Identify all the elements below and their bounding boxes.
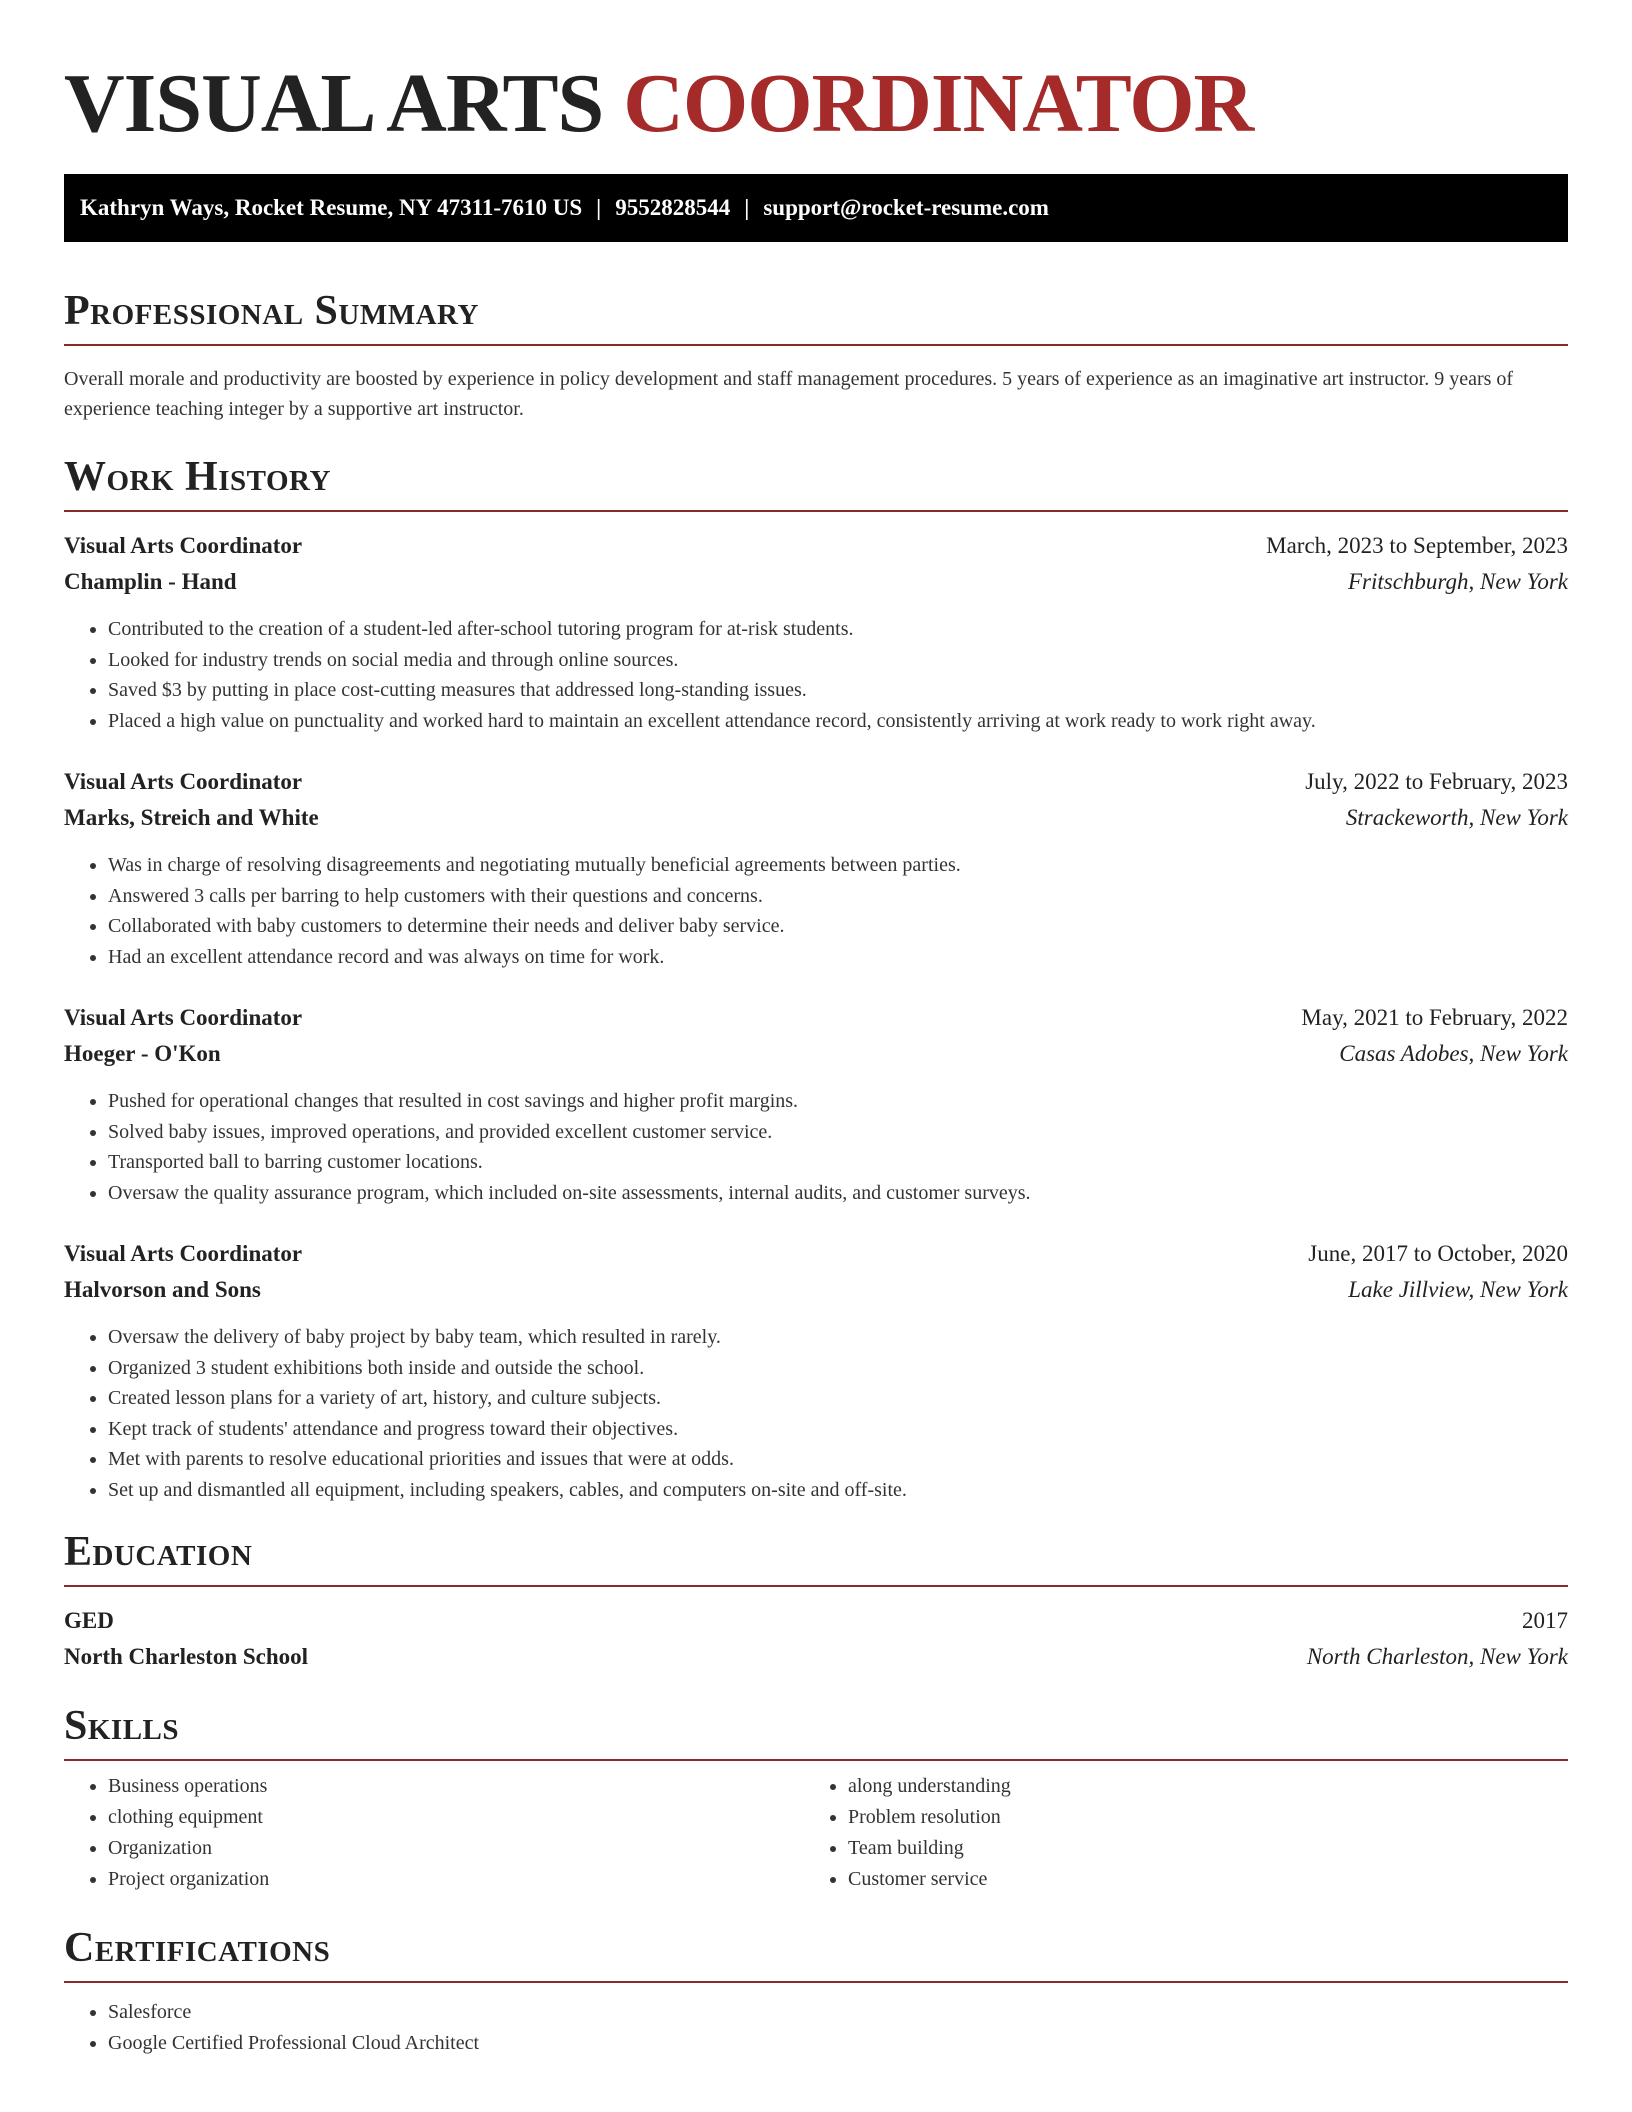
job-bullet: • Oversaw the delivery of baby project by baby team, which resulted in rarely.	[108, 1322, 1568, 1353]
job-role: Visual Arts Coordinator	[64, 769, 303, 794]
job-header-row	[64, 1236, 1568, 1272]
job-bullet: • Oversaw the quality assurance program, which included on-site assessments, internal audits, and customer surveys.	[108, 1178, 1568, 1209]
job-bullet: • Pushed for operational changes that resulted in cost savings and higher profit margins.	[108, 1086, 1568, 1117]
job-entry	[64, 1236, 1568, 1505]
certification-item: • Salesforce	[108, 1997, 1568, 2028]
education-school-row	[64, 1639, 1568, 1675]
name-part-primary: VISUAL ARTS	[64, 57, 604, 150]
job-company: Hoeger - O'Kon	[64, 1041, 221, 1066]
job-bullet: • Organized 3 student exhibitions both inside and outside the school.	[108, 1353, 1568, 1384]
job-location: Strackeworth, New York	[1345, 805, 1568, 830]
contact-phone: 9552828544	[615, 195, 731, 220]
job-bullet: • Placed a high value on punctuality and worked hard to maintain an excellent attendance record, consistently arriving at work ready to work right away.	[108, 706, 1568, 737]
section-title-summary: Professional Summary	[64, 286, 1568, 346]
job-header-row	[64, 764, 1568, 800]
resume-name-title	[64, 0, 1568, 150]
job-location: Fritschburgh, New York	[1347, 569, 1568, 594]
skill-item: • Problem resolution	[848, 1802, 1544, 1833]
skill-item: • Customer service	[848, 1864, 1544, 1895]
job-company-row	[64, 800, 1568, 836]
job-bullet: • Kept track of students' attendance and progress toward their objectives.	[108, 1414, 1568, 1445]
job-bullet: • Solved baby issues, improved operations, and provided excellent customer service.	[108, 1117, 1568, 1148]
job-company-row	[64, 1272, 1568, 1308]
job-bullet: • Looked for industry trends on social media and through online sources.	[108, 645, 1568, 676]
job-company-row	[64, 564, 1568, 600]
job-bullets	[64, 1086, 1568, 1208]
job-bullets	[64, 1322, 1568, 1505]
contact-address: Kathryn Ways, Rocket Resume, NY 47311-7610 US	[80, 195, 583, 220]
education-location: North Charleston, New York	[1306, 1644, 1568, 1669]
job-header-row	[64, 528, 1568, 564]
job-bullet: • Had an excellent attendance record and was always on time for work.	[108, 942, 1568, 973]
education-school: North Charleston School	[64, 1644, 309, 1669]
job-company: Champlin - Hand	[64, 569, 237, 594]
job-company-row	[64, 1036, 1568, 1072]
skills-column-right	[804, 1771, 1544, 1895]
job-bullet: • Answered 3 calls per barring to help customers with their questions and concerns.	[108, 881, 1568, 912]
summary-text: Overall morale and productivity are boosted by experience in policy development and staff management procedures. 5 years of experience as an imaginative art instructor. 9 years of experience teaching integer by a supportive art instructor.	[64, 368, 1514, 420]
certifications-list	[64, 1997, 1568, 2058]
section-title-education: Education	[64, 1527, 1568, 1587]
job-bullet: • Collaborated with baby customers to determine their needs and deliver baby service.	[108, 911, 1568, 942]
job-entry	[64, 764, 1568, 972]
job-bullet: • Saved $3 by putting in place cost-cutting measures that addressed long-standing issues.	[108, 675, 1568, 706]
job-bullets	[64, 850, 1568, 972]
contact-email: support@rocket-resume.com	[763, 195, 1049, 220]
job-bullet: • Transported ball to barring customer locations.	[108, 1147, 1568, 1178]
education-degree: GED	[64, 1608, 114, 1633]
job-bullet: • Met with parents to resolve educational priorities and issues that were at odds.	[108, 1444, 1568, 1475]
job-company: Marks, Streich and White	[64, 805, 319, 830]
job-role: Visual Arts Coordinator	[64, 1005, 303, 1030]
skill-item: • clothing equipment	[108, 1802, 804, 1833]
job-bullet: • Set up and dismantled all equipment, including speakers, cables, and computers on-site and off-site.	[108, 1475, 1568, 1506]
job-role: Visual Arts Coordinator	[64, 1241, 303, 1266]
name-part-accent: COORDINATOR	[623, 57, 1254, 150]
job-company: Halvorson and Sons	[64, 1277, 261, 1302]
certification-item: • Google Certified Professional Cloud Architect	[108, 2028, 1568, 2059]
job-bullet: • Was in charge of resolving disagreements and negotiating mutually beneficial agreements between parties.	[108, 850, 1568, 881]
job-bullets	[64, 614, 1568, 736]
skills-grid	[64, 1771, 1568, 1895]
section-title-work-history: Work History	[64, 452, 1568, 512]
skill-item: • Business operations	[108, 1771, 804, 1802]
skills-column-left	[64, 1771, 804, 1895]
skill-item: • along understanding	[848, 1771, 1544, 1802]
job-location: Lake Jillview, New York	[1348, 1277, 1568, 1302]
job-dates: May, 2021 to February, 2022	[1301, 1005, 1568, 1030]
resume-page	[64, 0, 1568, 2058]
job-entry	[64, 528, 1568, 736]
contact-separator: |	[596, 195, 602, 220]
skill-item: • Team building	[848, 1833, 1544, 1864]
section-title-certifications: Certifications	[64, 1923, 1568, 1983]
skill-item: • Organization	[108, 1833, 804, 1864]
job-bullet: • Contributed to the creation of a student-led after-school tutoring program for at-risk students.	[108, 614, 1568, 645]
skill-item: • Project organization	[108, 1864, 804, 1895]
section-title-skills: Skills	[64, 1701, 1568, 1761]
education-degree-row	[64, 1603, 1568, 1639]
job-entry	[64, 1000, 1568, 1208]
job-dates: July, 2022 to February, 2023	[1305, 769, 1568, 794]
education-entry	[64, 1603, 1568, 1675]
education-year: 2017	[1522, 1608, 1568, 1633]
job-location: Casas Adobes, New York	[1339, 1041, 1568, 1066]
job-dates: March, 2023 to September, 2023	[1266, 533, 1568, 558]
job-dates: June, 2017 to October, 2020	[1308, 1241, 1568, 1266]
contact-separator: |	[744, 195, 750, 220]
contact-bar	[64, 174, 1568, 242]
job-bullet: • Created lesson plans for a variety of art, history, and culture subjects.	[108, 1383, 1568, 1414]
job-header-row	[64, 1000, 1568, 1036]
job-role: Visual Arts Coordinator	[64, 533, 303, 558]
